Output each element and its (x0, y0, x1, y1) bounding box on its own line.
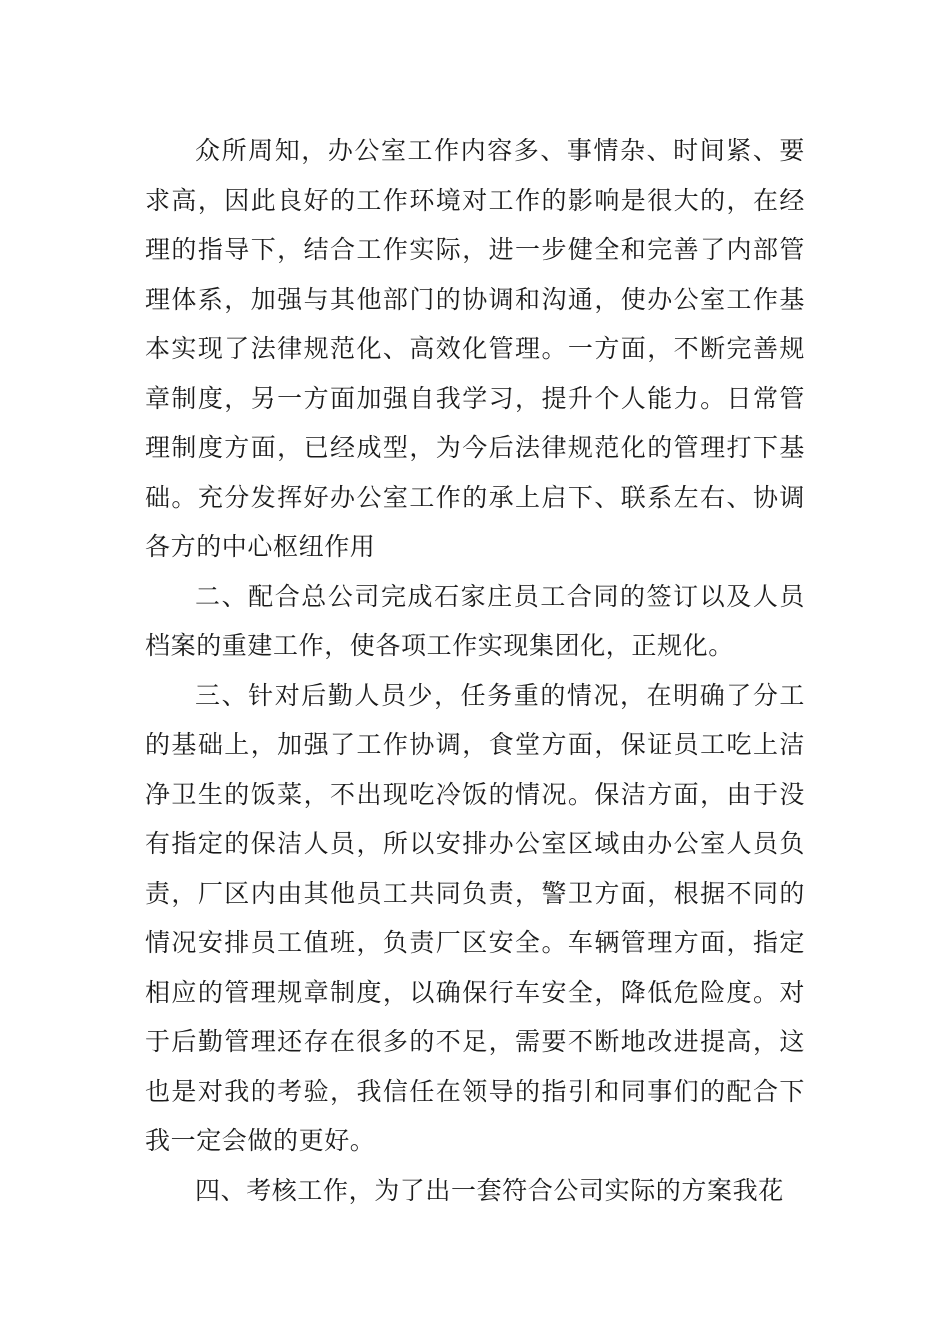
paragraph-contract-signing: 二、配合总公司完成石家庄员工合同的签订以及人员档案的重建工作，使各项工作实现集团化，正规化。 (145, 581, 805, 660)
paragraph-logistics-management: 三、针对后勤人员少，任务重的情况，在明确了分工的基础上，加强了工作协调，食堂方面，保证员工吃上洁净卫生的饭菜，不出现吃冷饭的情况。保洁方面，由于没有指定的保洁人员，所以安排办公室区域由办公室人员负责，厂区内由其他员工共同负责，警卫方面，根据不同的情况安排员工值班，负责厂区安全。车辆管理方面，指定相应的管理规章制度，以确保行车安全，降低危险度。对于后勤管理还存在很多的不足，需要不断地改进提高，这也是对我的考验，我信任在领导的指引和同事们的配合下我一定会做的更好。 (145, 680, 805, 1155)
paragraph-assessment-work: 四、考核工作，为了出一套符合公司实际的方案我花 (195, 1175, 784, 1205)
paragraph-office-environment: 众所周知，办公室工作内容多、事情杂、时间紧、要求高，因此良好的工作环境对工作的影响是很大的，在经理的指导下，结合工作实际，进一步健全和完善了内部管理体系，加强与其他部门的协调和沟通，使办公室工作基本实现了法律规范化、高效化管理。一方面，不断完善规章制度，另一方面加强自我学习，提升个人能力。日常管理制度方面，已经成型，为今后法律规范化的管理打下基础。充分发挥好办公室工作的承上启下、联系左右、协调各方的中心枢纽作用 (145, 136, 805, 561)
document-body (145, 126, 805, 1215)
